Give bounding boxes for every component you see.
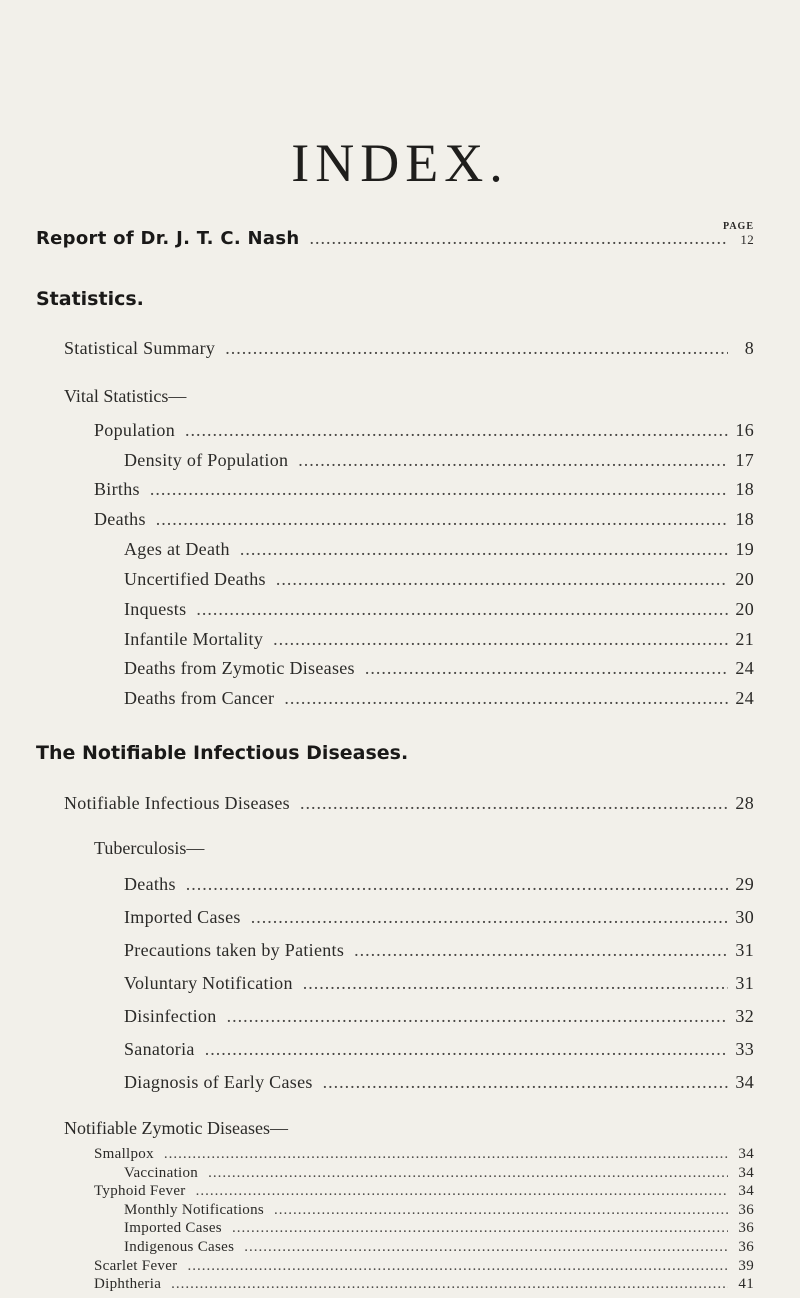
entry-page: 34 bbox=[738, 1183, 754, 1200]
entry-label: Sanatoria bbox=[124, 1039, 195, 1059]
index-entry bbox=[124, 1239, 754, 1257]
leader-dots bbox=[251, 907, 728, 928]
entry-label: Births bbox=[94, 479, 140, 499]
leader-dots bbox=[196, 1183, 728, 1200]
leader-dots bbox=[196, 599, 728, 620]
index-entry bbox=[124, 1006, 754, 1032]
entry-label: Deaths bbox=[94, 509, 146, 529]
leader-dots bbox=[276, 569, 728, 590]
entry-page: 28 bbox=[735, 793, 754, 813]
leader-dots bbox=[240, 539, 728, 560]
entry-page: 36 bbox=[738, 1239, 754, 1255]
leader-dots bbox=[232, 1220, 728, 1237]
entry-page: 8 bbox=[744, 338, 754, 358]
index-entry bbox=[124, 907, 754, 933]
leader-dots bbox=[164, 1146, 728, 1163]
index-entry bbox=[124, 599, 754, 625]
entry-page: 39 bbox=[738, 1257, 754, 1274]
index-entry bbox=[94, 479, 754, 505]
index-entry bbox=[124, 539, 754, 565]
entry-page: 31 bbox=[735, 940, 754, 960]
entry-label: Smallpox bbox=[94, 1146, 154, 1162]
leader-dots bbox=[156, 509, 728, 530]
entry-page: 18 bbox=[735, 509, 754, 529]
index-entry-report bbox=[36, 228, 754, 254]
entry-label: Monthly Notifications bbox=[124, 1201, 265, 1218]
index-entry-statistical-summary bbox=[64, 338, 754, 364]
entry-page: 16 bbox=[735, 420, 754, 440]
entry-page: 20 bbox=[735, 569, 754, 589]
entry-page: 36 bbox=[738, 1201, 754, 1218]
entry-label: Statistical Summary bbox=[64, 338, 216, 358]
entry-page: 20 bbox=[735, 599, 754, 619]
leader-dots bbox=[150, 479, 728, 500]
leader-dots bbox=[298, 450, 728, 471]
leader-dots bbox=[187, 1258, 728, 1275]
leader-dots bbox=[354, 940, 728, 961]
index-entry bbox=[124, 450, 754, 476]
entry-label: Voluntary Notification bbox=[124, 973, 293, 993]
entry-page: 24 bbox=[735, 688, 754, 708]
index-entry bbox=[94, 1258, 754, 1276]
index-entry bbox=[124, 569, 754, 595]
index-entry bbox=[124, 658, 754, 684]
entry-label: Scarlet Fever bbox=[94, 1257, 178, 1274]
leader-dots bbox=[323, 1072, 728, 1093]
entry-label: Diagnosis of Early Cases bbox=[124, 1072, 313, 1092]
index-entry bbox=[94, 509, 754, 535]
entry-label: Deaths from Zymotic Diseases bbox=[124, 658, 355, 678]
entry-page: 21 bbox=[735, 629, 754, 649]
leader-dots bbox=[273, 629, 728, 650]
page-title: INDEX. bbox=[291, 133, 509, 193]
leader-dots bbox=[365, 658, 728, 679]
entry-page: 34 bbox=[738, 1146, 754, 1162]
leader-dots bbox=[171, 1276, 728, 1293]
entry-page: 24 bbox=[735, 658, 754, 678]
entry-label: Imported Cases bbox=[124, 907, 241, 927]
entry-label: Report of Dr. J. T. C. Nash bbox=[36, 228, 300, 249]
leader-dots bbox=[208, 1165, 728, 1182]
leader-dots bbox=[186, 874, 728, 895]
leader-dots bbox=[205, 1039, 728, 1060]
entry-page: 30 bbox=[735, 907, 754, 927]
subheading-vital-statistics: Vital Statistics— bbox=[64, 386, 187, 406]
entry-page: 32 bbox=[735, 1006, 754, 1026]
index-entry bbox=[124, 1202, 754, 1220]
index-entry bbox=[124, 940, 754, 966]
index-entry bbox=[124, 629, 754, 655]
entry-label: Imported Cases bbox=[124, 1220, 222, 1237]
index-entry bbox=[94, 1276, 754, 1294]
subheading-tuberculosis: Tuberculosis— bbox=[94, 838, 205, 858]
index-entry bbox=[124, 1165, 754, 1183]
index-entry bbox=[124, 1039, 754, 1065]
entry-label: Inquests bbox=[124, 599, 187, 619]
entry-label: Uncertified Deaths bbox=[124, 569, 266, 589]
entry-page: 41 bbox=[738, 1276, 754, 1293]
index-entry bbox=[94, 1146, 754, 1164]
entry-label: Deaths from Cancer bbox=[124, 688, 275, 708]
entry-label: Typhoid Fever bbox=[94, 1183, 186, 1200]
subheading-zymotic-diseases: Notifiable Zymotic Diseases— bbox=[64, 1118, 288, 1138]
leader-dots bbox=[225, 338, 728, 359]
leader-dots bbox=[310, 228, 729, 249]
leader-dots bbox=[284, 688, 728, 709]
index-entry bbox=[124, 874, 754, 900]
index-entry bbox=[124, 1072, 754, 1098]
entry-label: Precautions taken by Patients bbox=[124, 940, 345, 960]
page-column-label: PAGE bbox=[722, 221, 754, 232]
entry-page: 36 bbox=[738, 1220, 754, 1237]
entry-page: 12 bbox=[740, 232, 754, 247]
entry-label: Infantile Mortality bbox=[124, 629, 264, 649]
leader-dots bbox=[185, 420, 728, 441]
entry-label: Diphtheria bbox=[94, 1276, 162, 1293]
index-entry bbox=[124, 1220, 754, 1238]
entry-page: 18 bbox=[735, 479, 754, 499]
entry-label: Vaccination bbox=[124, 1164, 199, 1181]
entry-page: 34 bbox=[735, 1072, 754, 1092]
entry-label: Deaths bbox=[124, 874, 176, 894]
leader-dots bbox=[300, 793, 728, 814]
leader-dots bbox=[274, 1202, 728, 1219]
index-entry bbox=[94, 420, 754, 446]
index-entry bbox=[94, 1183, 754, 1201]
entry-page: 19 bbox=[735, 539, 754, 559]
entry-page: 33 bbox=[735, 1039, 754, 1059]
section-heading-infectious-diseases: The Notifiable Infectious Diseases. bbox=[36, 742, 409, 764]
leader-dots bbox=[227, 1006, 728, 1027]
entry-label: Disinfection bbox=[124, 1006, 217, 1026]
entry-page: 29 bbox=[735, 874, 754, 894]
index-entry bbox=[124, 973, 754, 999]
entry-label: Population bbox=[94, 420, 176, 440]
leader-dots bbox=[244, 1239, 728, 1256]
leader-dots bbox=[303, 973, 728, 994]
entry-label: Indigenous Cases bbox=[124, 1239, 235, 1255]
entry-page: 34 bbox=[738, 1164, 754, 1181]
entry-label: Ages at Death bbox=[124, 539, 230, 559]
index-entry-notifiable-diseases bbox=[64, 793, 754, 819]
index-entry bbox=[124, 688, 754, 714]
entry-label: Density of Population bbox=[124, 450, 289, 470]
entry-label: Notifiable Infectious Diseases bbox=[64, 793, 290, 813]
entry-page: 17 bbox=[735, 450, 754, 470]
section-heading-statistics: Statistics. bbox=[36, 288, 144, 310]
entry-page: 31 bbox=[735, 973, 754, 993]
